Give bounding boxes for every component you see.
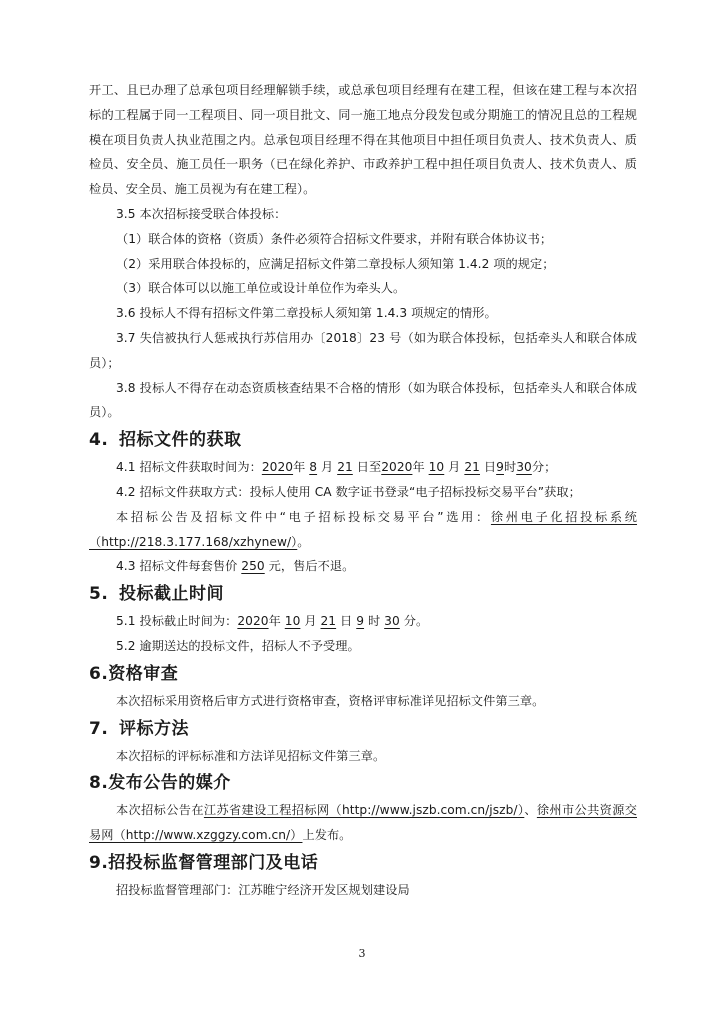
clause-3-5-2: （2）采用联合体投标的，应满足招标文件第二章投标人须知第 1.4.2 项的规定； (116, 256, 555, 271)
section-number: 5. (89, 584, 109, 605)
section-number: 4. (89, 430, 109, 451)
paragraph-continued: 开工、且已办理了总承包项目经理解锁手续，或总承包项目经理有在建工程，但该在建工程与本次招标的工程属于同一工程项目、同一项目批文、同一施工地点分段发包或分期施工的情况且总的工程规模在项目负责人执业范围之内。总承包项目经理不得在其他项目中担任项目负责人、技术负责人、质检员、安全员、施工员任一职务（已在绿化养护、市政养护工程中担任项目负责人、技术负责人、质检员、安全员、施工员视为有在建工程）。 (89, 83, 637, 197)
xuzhou-bidding-system-link[interactable]: 徐州电子化招投标系统（http://218.3.177.168/xzhynew/） (89, 509, 638, 549)
section-number: 9. (89, 852, 109, 873)
clause-4-3: 4.3 招标文件每套售价 250 元，售后不退。 (116, 559, 355, 574)
section-title: 招投标监督管理部门及电话 (108, 852, 319, 873)
section-6-heading (89, 663, 637, 685)
section-title: 投标截止时间 (119, 584, 224, 605)
section-number: 8. (89, 773, 109, 794)
clause-5-2: 5.2 逾期送达的投标文件，招标人不予受理。 (116, 638, 360, 653)
end-hour: 9 (496, 460, 504, 475)
deadline-month: 10 (284, 614, 301, 629)
start-month: 8 (309, 460, 318, 475)
page-number: 3 (358, 947, 366, 960)
section-number: 6. (89, 663, 109, 684)
document-page (89, 78, 637, 903)
clause-3-5: 3.5 本次招标接受联合体投标： (116, 206, 287, 221)
end-month: 10 (428, 460, 445, 475)
section-title: 招标文件的获取 (119, 430, 242, 451)
clause-4-1: 4.1 招标文件获取时间为：2020年 8 月 21 日至2020年 10 月 21 日9时30分； (116, 460, 557, 475)
deadline-year: 2020 (237, 614, 269, 629)
section-8-text: 本次招标公告在江苏省建设工程招标网（http://www.jszb.com.cn/jszb/）、徐州市公共资源交易网（http://www.xzggzy.com.cn/）上发布。 (89, 803, 637, 843)
clause-4-2-platform: 本招标公告及招标文件中“电子招标投标交易平台”选用：徐州电子化招投标系统（http://218.3.177.168/xzhynew/）。 (89, 509, 638, 549)
clause-4-2: 4.2 招标文件获取方式：投标人使用 CA 数字证书登录“电子招标投标交易平台”获取； (116, 484, 581, 499)
section-9-heading (89, 852, 637, 874)
section-4-heading (89, 429, 637, 451)
end-year: 2020 (381, 460, 413, 475)
end-minute: 30 (516, 460, 532, 475)
section-9-text: 招投标监督管理部门：江苏睢宁经济开发区规划建设局 (116, 882, 410, 897)
clause-3-8: 3.8 投标人不得存在动态资质核查结果不合格的情形（如为联合体投标，包括牵头人和联合体成员）。 (89, 380, 637, 420)
clause-5-1: 5.1 投标截止时间为：2020年 10 月 21 日 9 时 30 分。 (116, 614, 429, 629)
section-7-text: 本次招标的评标标准和方法详见招标文件第三章。 (116, 748, 386, 763)
section-title: 评标方法 (119, 718, 189, 739)
deadline-hour: 9 (356, 614, 365, 629)
clause-3-5-3: （3）联合体可以以施工单位或设计单位作为牵头人。 (116, 281, 406, 296)
section-title: 资格审查 (108, 663, 179, 684)
price-value: 250 (241, 559, 265, 574)
clause-3-7: 3.7 失信被执行人惩戒执行苏信用办〔2018〕23 号（如为联合体投标，包括牵头人和联合体成员）； (89, 330, 637, 370)
xuzhou-public-resource-link[interactable]: 徐州市公共资源交易网（http://www.xzggzy.com.cn/） (89, 803, 637, 843)
start-year: 2020 (261, 460, 294, 475)
deadline-minute: 30 (384, 614, 400, 629)
section-number: 7. (89, 718, 109, 739)
section-7-heading (89, 718, 637, 740)
clause-3-6: 3.6 投标人不得有招标文件第二章投标人须知第 1.4.3 项规定的情形。 (116, 306, 497, 321)
start-day: 21 (337, 460, 353, 475)
jiangsu-bidding-link[interactable]: 江苏省建设工程招标网（http://www.jszb.com.cn/jszb/） (203, 803, 525, 818)
clause-3-5-1: （1）联合体的资格（资质）条件必须符合招标文件要求，并附有联合体协议书； (116, 231, 553, 246)
end-day: 21 (464, 460, 480, 475)
section-5-heading (89, 583, 637, 605)
section-title: 发布公告的媒介 (108, 773, 231, 794)
section-8-heading (89, 772, 637, 794)
section-6-text: 本次招标采用资格后审方式进行资格审查，资格评审标准详见招标文件第三章。 (116, 693, 545, 708)
deadline-day: 21 (320, 614, 337, 629)
